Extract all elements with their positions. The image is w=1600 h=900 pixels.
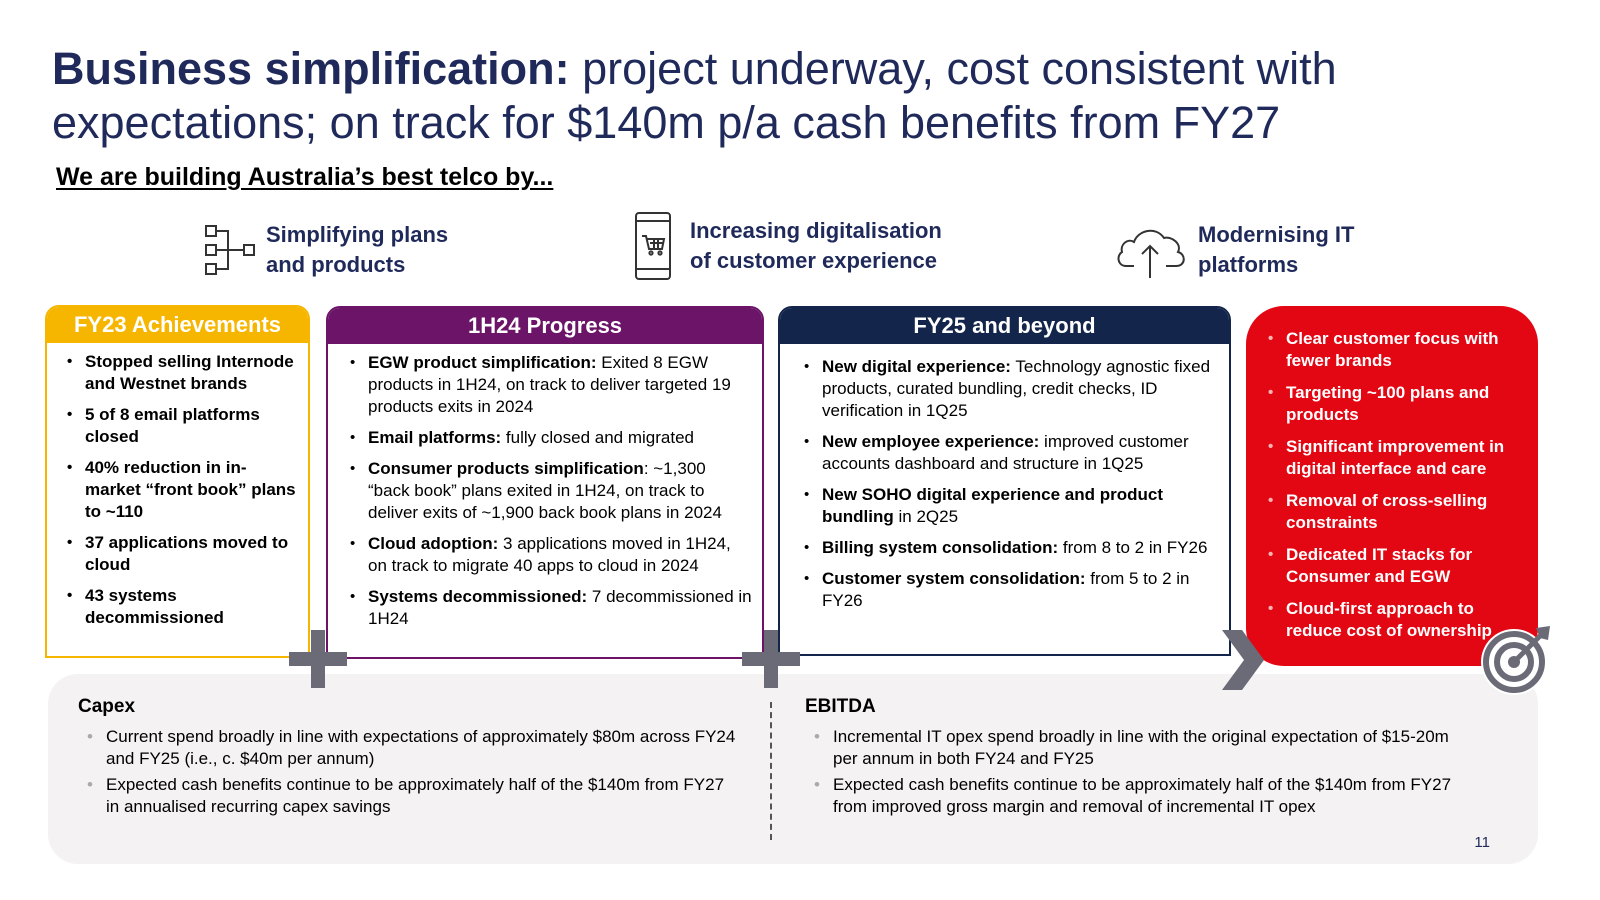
- theme-line1: Increasing digitalisation: [690, 218, 942, 243]
- list-item: • Clear customer focus with fewer brands: [1260, 328, 1524, 372]
- list-item: • 5 of 8 email platforms closed: [59, 404, 300, 448]
- list-item: • 37 applications moved to cloud: [59, 532, 300, 576]
- list-item: • 40% reduction in in-market “front book” plans to ~110: [59, 457, 300, 523]
- list-item: • EGW product simplification: Exited 8 EGW products in 1H24, on track to deliver targeted 19 products exits in 2024: [342, 352, 752, 418]
- chevron-right-icon: [1220, 630, 1266, 690]
- capex-heading: Capex: [78, 696, 136, 717]
- divider: [770, 702, 772, 840]
- list-item: • New digital experience: Technology agnostic fixed products, curated bundling, credit checks, ID verification in 1Q25: [796, 356, 1219, 422]
- list-item: • Stopped selling Internode and Westnet brands: [59, 351, 300, 395]
- theme-simplifying: [200, 216, 448, 284]
- financials-box: [48, 674, 1538, 864]
- list-item: • Targeting ~100 plans and products: [1260, 382, 1524, 426]
- list-item: • Cloud-first approach to reduce cost of ownership: [1260, 598, 1524, 642]
- list-item: • Consumer products simplification: ~1,300 “back book” plans exited in 1H24, on track to deliver exits of ~1,900 back book plans in 2024: [342, 458, 752, 524]
- list-item: • Dedicated IT stacks for Consumer and EGW: [1260, 544, 1524, 588]
- list-item: • 43 systems decommissioned: [59, 585, 300, 629]
- theme-line2: of customer experience: [690, 248, 937, 273]
- cloud-upload-icon: [1112, 216, 1192, 284]
- mobile-cart-icon: [628, 212, 690, 280]
- fy25-beyond-panel: [778, 306, 1231, 656]
- panel-header: 1H24 Progress: [328, 308, 762, 344]
- capex-section: [78, 696, 738, 822]
- subtitle: We are building Australia’s best telco by...: [56, 163, 554, 191]
- target-icon: [1478, 622, 1552, 696]
- list-item: • Expected cash benefits continue to be approximately half of the $140m from FY27 in annualised recurring capex savings: [78, 774, 738, 818]
- 1h24-progress-panel: [326, 306, 764, 659]
- panel-header: FY25 and beyond: [780, 308, 1229, 344]
- list-item: • Expected cash benefits continue to be approximately half of the $140m from FY27 from improved gross margin and removal of incremental IT opex: [805, 774, 1455, 818]
- title-rest: project underway, cost consistent with expectations; on track for $140m p/a cash benefits from FY27: [52, 43, 1337, 148]
- list-item: • Systems decommissioned: 7 decommissioned in 1H24: [342, 586, 752, 630]
- list-item: • Cloud adoption: 3 applications moved in 1H24, on track to migrate 40 apps to cloud in 2024: [342, 533, 752, 577]
- plus-icon: [742, 630, 800, 688]
- list-item: • New employee experience: improved customer accounts dashboard and structure in 1Q25: [796, 431, 1219, 475]
- list-item: • Significant improvement in digital interface and care: [1260, 436, 1524, 480]
- list-item: • Incremental IT opex spend broadly in line with the original expectation of $15-20m per annum in both FY24 and FY25: [805, 726, 1455, 770]
- ebitda-heading: EBITDA: [805, 696, 876, 717]
- theme-digitalisation: [628, 212, 942, 280]
- list-item: • Customer system consolidation: from 5 to 2 in FY26: [796, 568, 1219, 612]
- theme-line2: platforms: [1198, 252, 1299, 277]
- org-chart-icon: [200, 216, 262, 284]
- theme-modernising: [1112, 216, 1354, 284]
- title-bold: Business simplification:: [52, 43, 570, 94]
- list-item: • Billing system consolidation: from 8 to 2 in FY26: [796, 537, 1219, 559]
- page-title: [52, 42, 1532, 150]
- target-panel: [1246, 306, 1538, 666]
- list-item: • Removal of cross-selling constraints: [1260, 490, 1524, 534]
- theme-line1: Modernising IT: [1198, 222, 1355, 247]
- panel-header: FY23 Achievements: [47, 307, 308, 343]
- fy23-achievements-panel: [45, 305, 310, 658]
- list-item: • Current spend broadly in line with expectations of approximately $80m across FY24 and FY25 (i.e., c. $40m per annum): [78, 726, 738, 770]
- theme-line2: and products: [266, 252, 406, 277]
- page-number: 11: [1474, 834, 1490, 851]
- plus-icon: [289, 630, 347, 688]
- list-item: • New SOHO digital experience and product bundling in 2Q25: [796, 484, 1219, 528]
- list-item: • Email platforms: fully closed and migrated: [342, 427, 752, 449]
- theme-line1: Simplifying plans: [266, 222, 449, 247]
- ebitda-section: [805, 696, 1455, 822]
